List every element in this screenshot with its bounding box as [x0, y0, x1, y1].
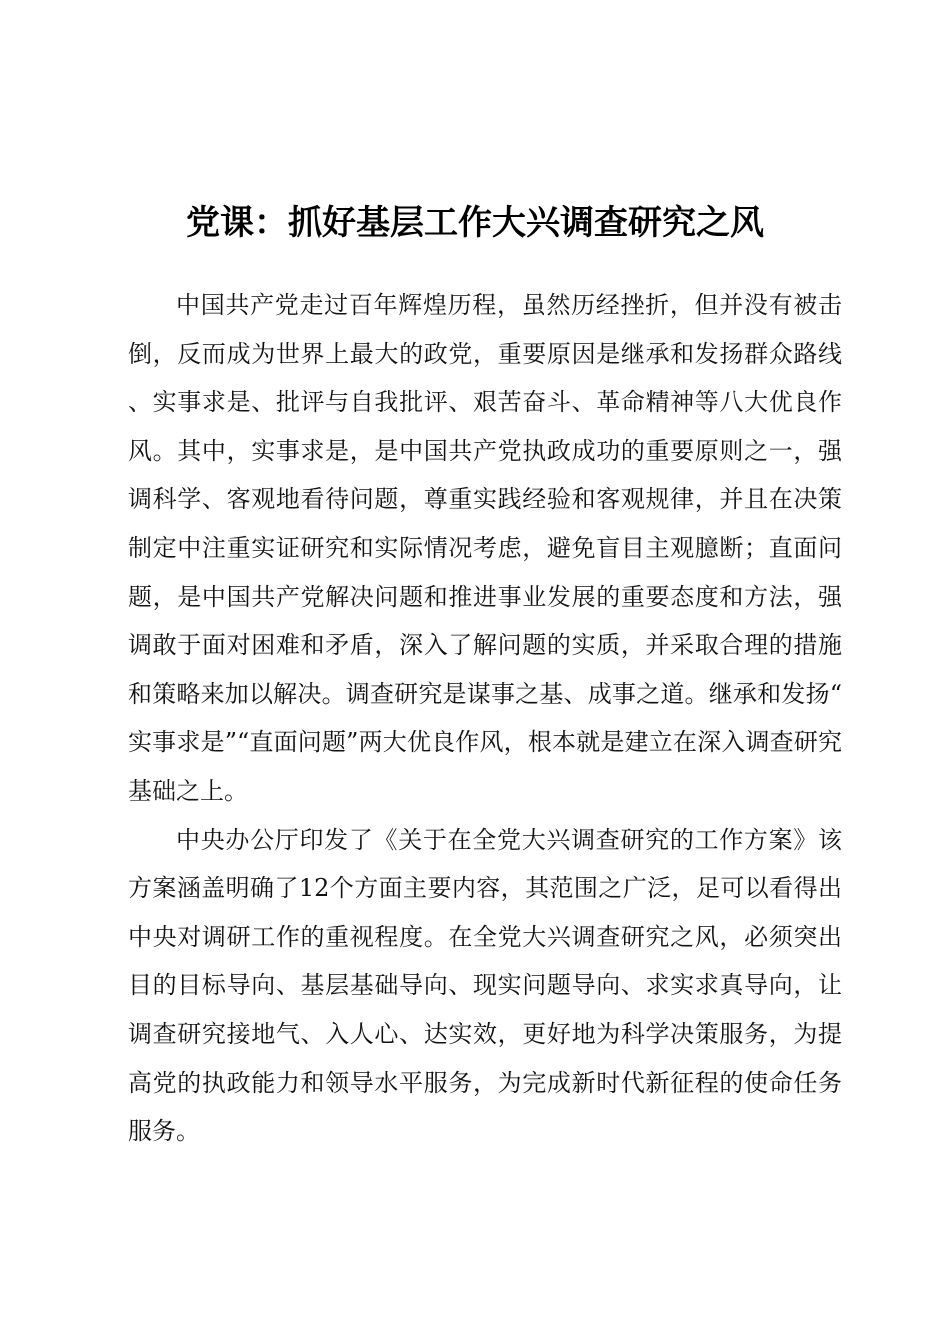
document-title: 党课：抓好基层工作大兴调查研究之风	[186, 203, 764, 243]
document-body	[128, 281, 842, 1156]
paragraph: 中国共产党走过百年辉煌历程，虽然历经挫折，但并没有被击倒，反而成为世界上最大的政党，重要原因是继承和发扬群众路线、实事求是、批评与自我批评、艰苦奋斗、革命精神等八大优良作风。其中，实事求是，是中国共产党执政成功的重要原则之一，强调科学、客观地看待问题，尊重实践经验和客观规律，并且在决策制定中注重实证研究和实际情况考虑，避免盲目主观臆断；直面问题，是中国共产党解决问题和推进事业发展的重要态度和方法，强调敢于面对困难和矛盾，深入了解问题的实质，并采取合理的措施和策略来加以解决。调查研究是谋事之基、成事之道。继承和发扬“实事求是”“直面问题”两大优良作风，根本就是建立在深入调查研究基础之上。	[128, 291, 842, 805]
paragraph: 中央办公厅印发了《关于在全党大兴调查研究的工作方案》该方案涵盖明确了12个方面主要内容，其范围之广泛，足可以看得出中央对调研工作的重视程度。在全党大兴调查研究之风，必须突出目的目标导向、基层基础导向、现实问题导向、求实求真导向，让调查研究接地气、入人心、达实效，更好地为科学决策服务，为提高党的执政能力和领导水平服务，为完成新时代新征程的使命任务服务。	[128, 825, 842, 1146]
